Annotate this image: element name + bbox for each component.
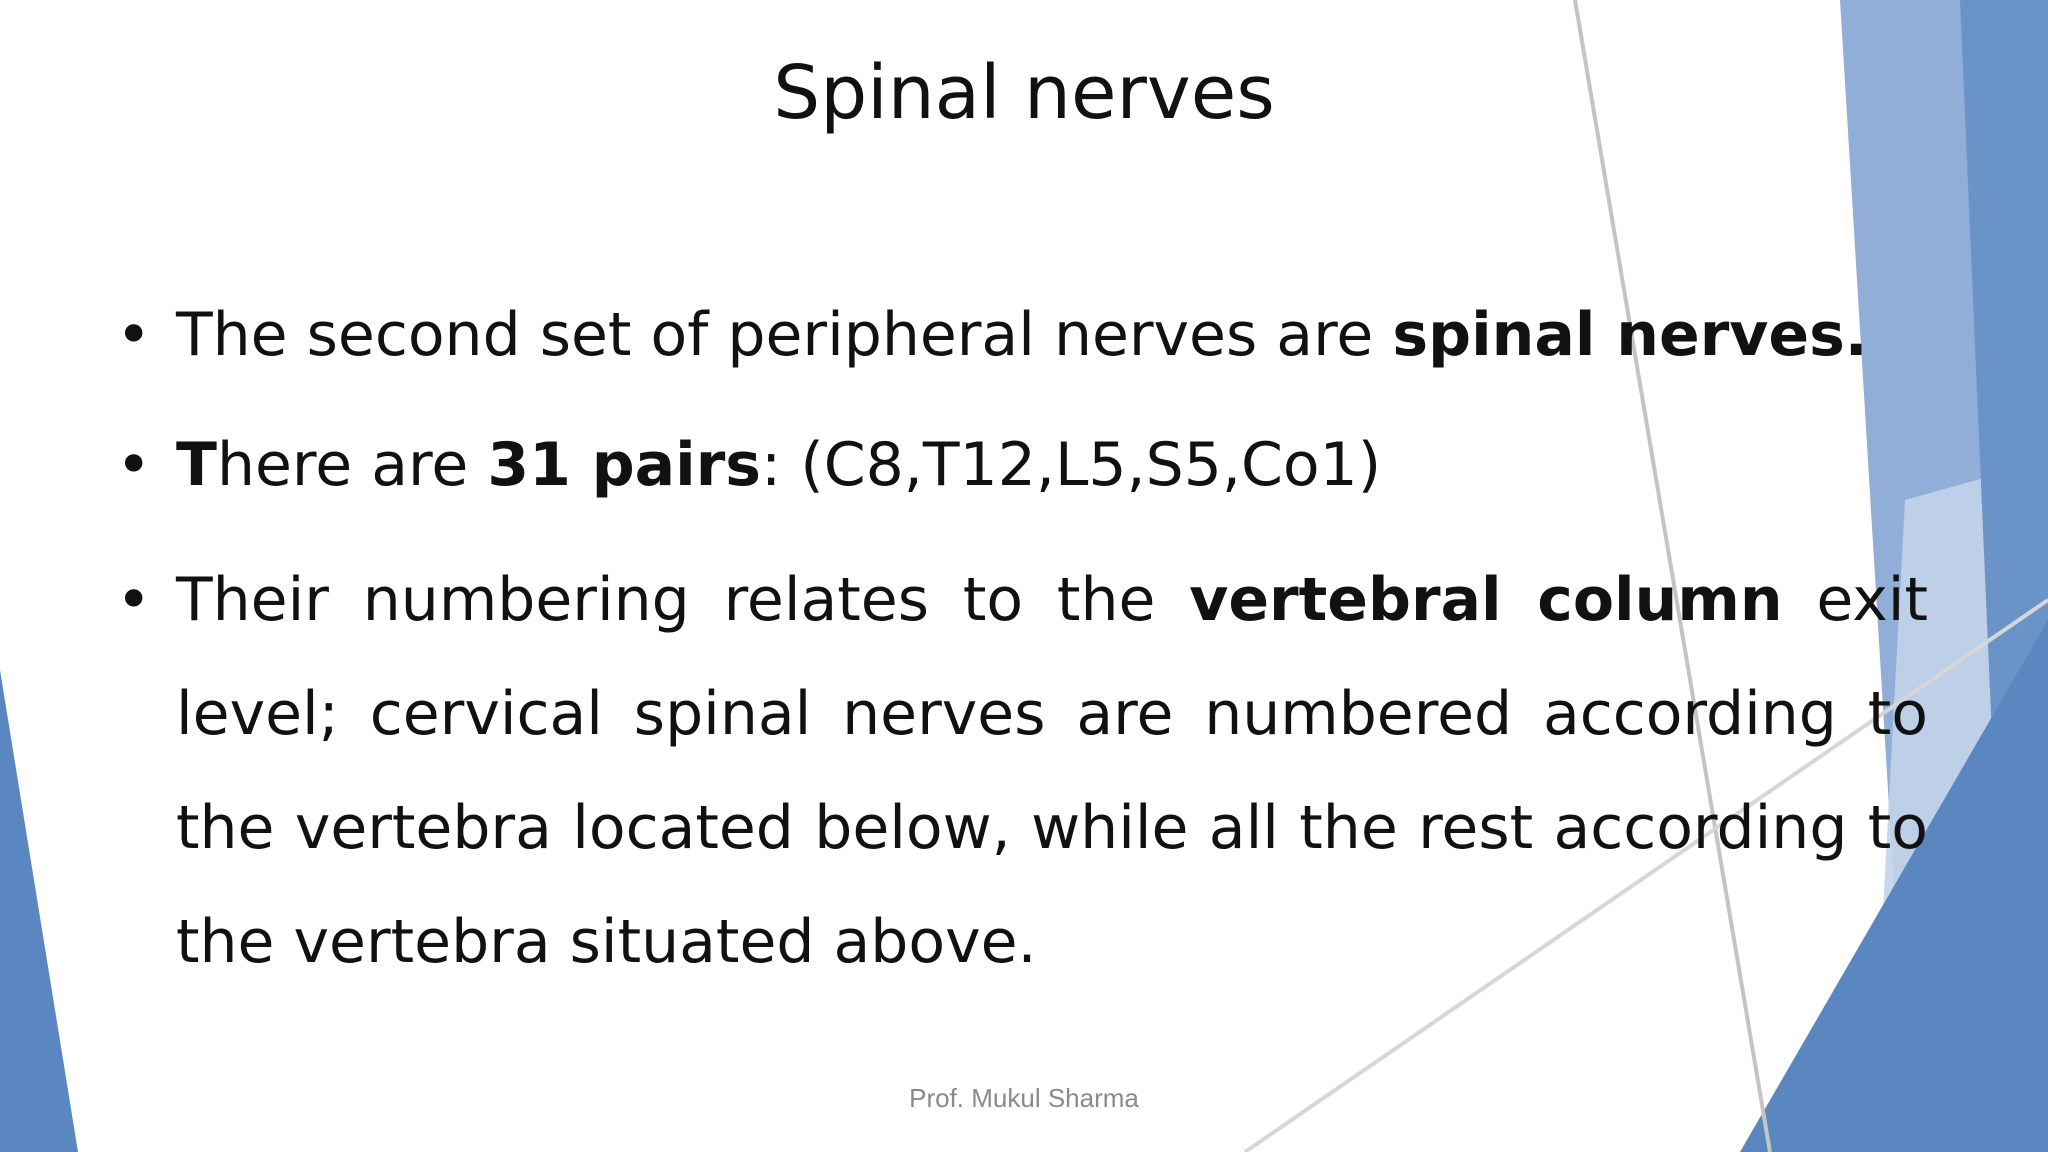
bullet-dot-icon: • [116,430,152,500]
bullet-item [116,543,1928,999]
bullet-text-bold: vertebral column [1189,565,1783,635]
bullet-text-bold: T [176,430,217,500]
bullet-text: here are [216,430,488,500]
footer-author: Prof. Mukul Sharma [909,1083,1139,1113]
bullet-dot-icon: • [116,300,152,370]
bullet-text: The second set of peripheral nerves are [176,300,1393,370]
bullet-dot-icon: • [116,565,152,635]
bullet-text: Their numbering relates to the [176,565,1190,635]
bullet-item [116,425,1928,505]
bullet-text: exit level; cervical spinal nerves are numbered according to the vertebra located below, while all the rest according to the vertebra situated above. [176,565,1928,977]
bullet-text: : (C8,T12,L5,S5,Co1) [761,430,1382,500]
bullet-text-bold: 31 pairs [487,430,762,500]
bullet-item [116,295,1928,375]
slide-title: Spinal nerves [773,50,1275,136]
bullet-text-bold: spinal nerves. [1392,300,1868,370]
bullet-list [116,295,1928,1049]
left-accent-shape [0,670,78,1152]
